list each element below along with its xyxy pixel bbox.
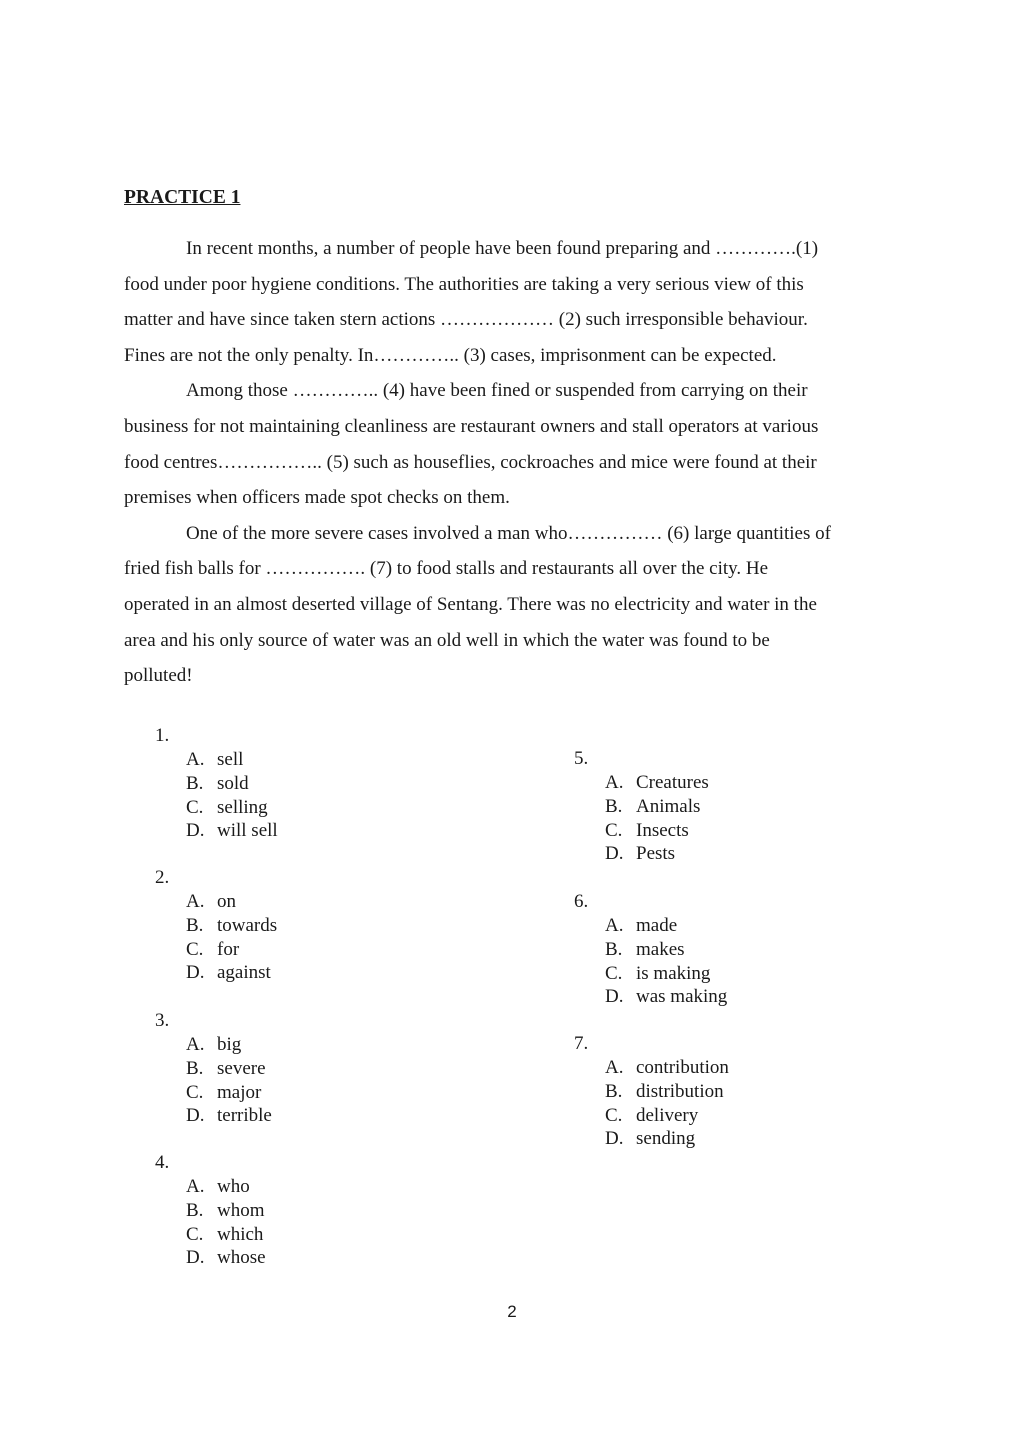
option-c: [605, 962, 727, 986]
question-number: 1.: [155, 725, 170, 746]
option-list: [155, 1175, 266, 1270]
passage-line: matter and have since taken stern actions ……………… (2) such irresponsible behaviour.: [124, 309, 808, 331]
page-number: 2: [507, 1302, 517, 1321]
option-list: [574, 1056, 729, 1151]
option-d: [186, 819, 278, 843]
option-d: [605, 985, 727, 1009]
question-2: [155, 866, 277, 985]
passage-line: fried fish balls for ……………. (7) to food stalls and restaurants all over the city. He: [124, 558, 769, 580]
option-d: [186, 1246, 266, 1270]
option-d: [186, 1104, 272, 1128]
option-text: made: [636, 915, 678, 936]
option-text: sold: [217, 772, 249, 794]
option-letter: A.: [605, 1057, 624, 1078]
question-number: 4.: [155, 1152, 170, 1173]
question-1: [155, 724, 278, 843]
option-a: [605, 771, 709, 795]
option-d: [605, 842, 709, 866]
question-number: 2.: [155, 867, 170, 888]
option-text: whom: [217, 1199, 265, 1221]
option-text: major: [217, 1081, 262, 1103]
option-letter: A.: [605, 772, 624, 793]
option-b: [605, 938, 727, 962]
passage-line: In recent months, a number of people have been found preparing and ………….(1): [186, 238, 819, 259]
practice-title: PRACTICE 1: [124, 187, 241, 208]
option-b: [186, 772, 278, 796]
question-number: 3.: [155, 1010, 170, 1031]
passage-line: polluted!: [124, 665, 193, 687]
option-text: makes: [636, 938, 685, 960]
option-list: [155, 748, 278, 843]
option-d: [186, 961, 277, 985]
option-text: which: [217, 1223, 264, 1245]
option-letter: A.: [186, 891, 205, 912]
option-letter: A.: [186, 1034, 205, 1055]
option-c: [186, 796, 278, 820]
passage-line: food under poor hygiene conditions. The authorities are taking a very serious view of this: [124, 273, 804, 295]
option-text: is making: [636, 962, 711, 984]
option-a: [186, 1033, 272, 1057]
option-text: Insects: [636, 819, 689, 841]
option-letter: B.: [186, 914, 204, 936]
question-number: 5.: [574, 748, 589, 769]
option-a: [186, 890, 277, 914]
option-letter: A.: [605, 915, 624, 936]
option-b: [605, 1080, 729, 1104]
option-letter: B.: [605, 1080, 623, 1102]
option-a: [186, 1175, 266, 1199]
option-c: [186, 1223, 266, 1247]
option-text: delivery: [636, 1104, 699, 1126]
option-list: [574, 914, 727, 1009]
option-letter: C.: [186, 796, 204, 818]
passage: [124, 231, 904, 694]
question-4: [155, 1151, 266, 1270]
option-text: selling: [217, 796, 268, 818]
option-c: [186, 938, 277, 962]
option-c: [605, 1104, 729, 1128]
option-text: will sell: [217, 820, 278, 842]
option-text: terrible: [217, 1105, 272, 1127]
passage-line: area and his only source of water was an old well in which the water was found to be: [124, 629, 770, 651]
passage-line: One of the more severe cases involved a man who…………… (6) large quantities of: [186, 522, 831, 544]
option-letter: B.: [605, 795, 623, 817]
option-text: contribution: [636, 1057, 729, 1078]
passage-line: business for not maintaining cleanliness are restaurant owners and stall operators at various: [124, 415, 819, 437]
passage-line: food centres…………….. (5) such as houseflies, cockroaches and mice were found at their: [124, 451, 817, 473]
option-letter: D.: [605, 986, 624, 1008]
option-text: was making: [636, 986, 728, 1008]
option-letter: C.: [186, 1081, 204, 1103]
option-letter: A.: [186, 1176, 205, 1197]
option-letter: D.: [186, 1247, 205, 1269]
option-letter: D.: [186, 962, 205, 984]
option-text: Animals: [636, 795, 701, 817]
option-a: [605, 914, 727, 938]
option-text: whose: [217, 1247, 266, 1269]
option-letter: D.: [186, 1105, 205, 1127]
option-text: who: [217, 1176, 250, 1197]
option-letter: C.: [186, 938, 204, 960]
option-letter: D.: [186, 820, 205, 842]
option-letter: C.: [605, 819, 623, 841]
option-letter: A.: [186, 749, 205, 770]
option-text: for: [217, 938, 240, 960]
option-letter: B.: [186, 1057, 204, 1079]
option-text: Pests: [636, 843, 676, 865]
option-text: towards: [217, 914, 278, 936]
option-text: sell: [217, 749, 244, 770]
option-a: [186, 748, 278, 772]
option-b: [186, 1057, 272, 1081]
option-list: [155, 1033, 272, 1128]
option-letter: C.: [605, 962, 623, 984]
option-letter: D.: [605, 1128, 624, 1150]
question-number: 6.: [574, 891, 589, 912]
passage-line: Among those ………….. (4) have been fined or suspended from carrying on their: [186, 380, 808, 402]
option-list: [155, 890, 277, 985]
question-6: [574, 890, 727, 1009]
option-text: Creatures: [636, 772, 709, 793]
option-b: [186, 914, 277, 938]
option-letter: D.: [605, 843, 624, 865]
option-letter: B.: [186, 772, 204, 794]
option-d: [605, 1127, 729, 1151]
option-b: [186, 1199, 266, 1223]
question-5: [574, 747, 709, 866]
option-text: on: [217, 891, 236, 912]
option-list: [574, 771, 709, 866]
question-3: [155, 1009, 272, 1128]
passage-line: premises when officers made spot checks on them.: [124, 487, 510, 509]
option-b: [605, 795, 709, 819]
passage-line: operated in an almost deserted village of Sentang. There was no electricity and water in the: [124, 593, 817, 615]
option-c: [186, 1081, 272, 1105]
option-letter: B.: [186, 1199, 204, 1221]
option-c: [605, 819, 709, 843]
option-text: distribution: [636, 1080, 724, 1102]
option-letter: B.: [605, 938, 623, 960]
question-number: 7.: [574, 1033, 589, 1054]
question-7: [574, 1032, 729, 1151]
option-text: against: [217, 962, 271, 984]
option-text: big: [217, 1034, 242, 1055]
option-letter: C.: [605, 1104, 623, 1126]
option-letter: C.: [186, 1223, 204, 1245]
option-text: sending: [636, 1128, 696, 1150]
option-a: [605, 1056, 729, 1080]
passage-line: Fines are not the only penalty. In………….. (3) cases, imprisonment can be expected.: [124, 344, 777, 366]
option-text: severe: [217, 1057, 266, 1079]
